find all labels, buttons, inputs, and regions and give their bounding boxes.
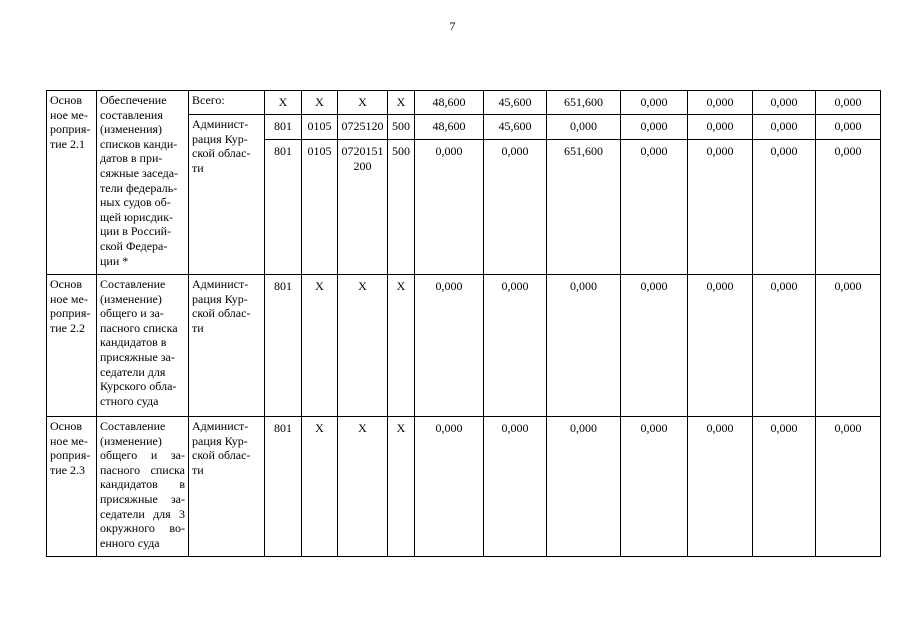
value-cell: 0,000: [688, 417, 753, 557]
grbs-cell: 801: [265, 417, 302, 557]
value-cell: 0,000: [753, 115, 816, 140]
value-cell: 0,000: [484, 140, 547, 275]
value-cell: 0,000: [753, 140, 816, 275]
csr-cell: X: [338, 417, 388, 557]
value-cell: 0,000: [415, 417, 484, 557]
value-cell: 0,000: [688, 275, 753, 417]
value-cell: 0,000: [753, 275, 816, 417]
value-cell: 0,000: [688, 115, 753, 140]
vr-cell: 500: [388, 140, 415, 275]
executor-cell: Админист-рация Кур-ской облас-ти: [189, 115, 265, 275]
value-cell: 651,600: [547, 140, 621, 275]
csr-cell: X: [338, 275, 388, 417]
activity-cell: Основ ное ме-роприя-тие 2.1: [47, 91, 97, 275]
description-cell: Обеспечение составления (изменения) списков канди-датов в при-сяжные заседа-тели федераль-ных судов об-щей юрисдик-ции в Россий-ской Федера-ции *: [97, 91, 189, 275]
value-cell: 48,600: [415, 91, 484, 115]
grbs-cell: 801: [265, 115, 302, 140]
table-row: [47, 417, 881, 557]
activity-cell: Основ ное ме-роприя-тие 2.2: [47, 275, 97, 417]
rzpr-cell: X: [302, 275, 338, 417]
value-cell: 45,600: [484, 115, 547, 140]
value-cell: 0,000: [484, 275, 547, 417]
rzpr-cell: X: [302, 91, 338, 115]
vr-cell: X: [388, 417, 415, 557]
value-cell: 0,000: [415, 140, 484, 275]
description-cell: Составление (изменение) общего и за-пасного списка кандидатов в присяжные за-седатели для 3 окружного во-енного суда: [97, 417, 189, 557]
vr-cell: 500: [388, 115, 415, 140]
csr-cell: X: [338, 91, 388, 115]
vr-cell: X: [388, 91, 415, 115]
grbs-cell: 801: [265, 140, 302, 275]
value-cell: 0,000: [621, 275, 688, 417]
value-cell: 0,000: [816, 417, 881, 557]
activity-cell: Основ ное ме-роприя-тие 2.3: [47, 417, 97, 557]
rzpr-cell: 0105: [302, 115, 338, 140]
grbs-cell: 801: [265, 275, 302, 417]
value-cell: 48,600: [415, 115, 484, 140]
executor-cell: Админист-рация Кур-ской облас-ти: [189, 275, 265, 417]
executor-cell: Админист-рация Кур-ской облас-ти: [189, 417, 265, 557]
value-cell: 0,000: [621, 91, 688, 115]
table-row: [47, 91, 881, 115]
value-cell: 651,600: [547, 91, 621, 115]
value-cell: 0,000: [484, 417, 547, 557]
value-cell: 0,000: [816, 91, 881, 115]
grbs-cell: X: [265, 91, 302, 115]
value-cell: 45,600: [484, 91, 547, 115]
value-cell: 0,000: [547, 115, 621, 140]
value-cell: 0,000: [816, 140, 881, 275]
value-cell: 0,000: [547, 275, 621, 417]
value-cell: 0,000: [753, 417, 816, 557]
value-cell: 0,000: [621, 140, 688, 275]
value-cell: 0,000: [688, 91, 753, 115]
table-row: [47, 275, 881, 417]
budget-table: [46, 90, 881, 557]
csr-cell: 0725120: [338, 115, 388, 140]
page-number: 7: [449, 19, 456, 33]
executor-cell: Всего:: [189, 91, 265, 115]
value-cell: 0,000: [547, 417, 621, 557]
vr-cell: X: [388, 275, 415, 417]
value-cell: 0,000: [688, 140, 753, 275]
value-cell: 0,000: [415, 275, 484, 417]
rzpr-cell: 0105: [302, 140, 338, 275]
rzpr-cell: X: [302, 417, 338, 557]
csr-cell: 0720151 200: [338, 140, 388, 275]
value-cell: 0,000: [816, 275, 881, 417]
value-cell: 0,000: [621, 417, 688, 557]
value-cell: 0,000: [816, 115, 881, 140]
value-cell: 0,000: [621, 115, 688, 140]
description-cell: Составление (изменение) общего и за-пасного списка кандидатов в присяжные за-седатели для Курского обла-стного суда: [97, 275, 189, 417]
value-cell: 0,000: [753, 91, 816, 115]
